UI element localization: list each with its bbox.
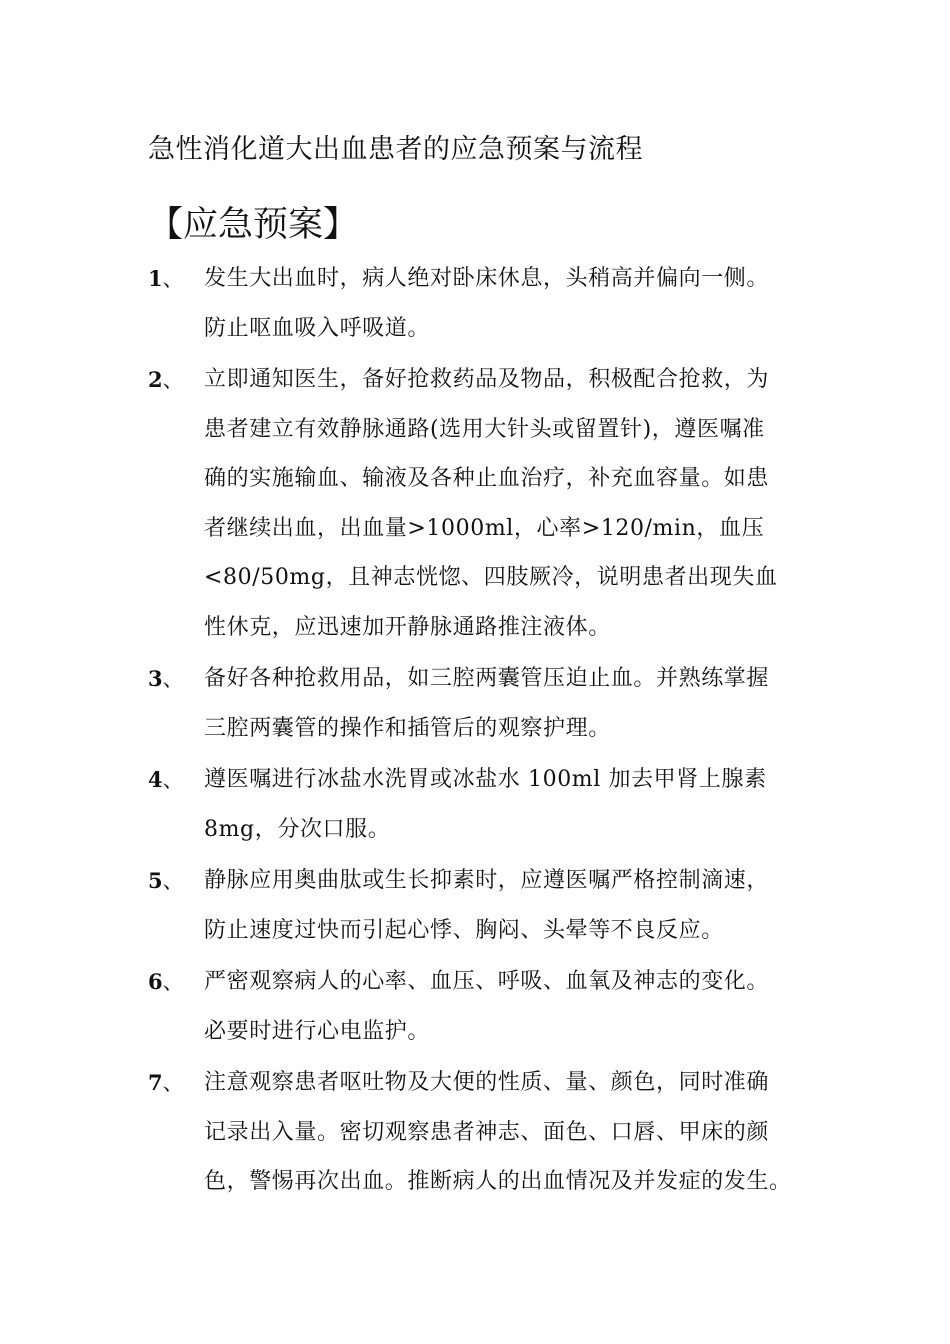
item-text-line: 遵医嘱进行冰盐水洗胃或冰盐水 100ml 加去甲肾上腺素 <box>204 767 767 792</box>
item-number-value: 1 <box>148 266 163 291</box>
item-text-line: 8mg，分次口服。 <box>204 816 391 842</box>
item-text-line: 三腔两囊管的操作和插管后的观察护理。 <box>204 715 611 741</box>
item-number <box>148 654 204 753</box>
item-number-separator: 、 <box>162 970 184 994</box>
item-text-line: 必要时进行心电监护。 <box>204 1018 431 1044</box>
item-text-line: 者继续出血，出血量>1000ml，心率>120/min，血压 <box>204 515 765 541</box>
item-text-line: 静脉应用奥曲肽或生长抑素时，应遵医嘱严格控制滴速， <box>204 868 770 893</box>
list-item <box>148 355 838 652</box>
item-number <box>148 1058 204 1207</box>
item-number <box>148 254 204 353</box>
item-number-value: 5 <box>148 868 163 893</box>
item-number-separator: 、 <box>162 368 184 392</box>
item-number-value: 2 <box>148 367 163 392</box>
item-number-separator: 、 <box>162 267 184 291</box>
item-text <box>204 654 838 753</box>
list-item <box>148 1058 838 1207</box>
item-number-value: 7 <box>148 1070 163 1095</box>
item-number-separator: 、 <box>162 768 184 792</box>
item-number <box>148 755 204 854</box>
item-text <box>204 1058 838 1207</box>
item-text-line: 严密观察病人的心率、血压、呼吸、血氧及神志的变化。 <box>204 969 770 994</box>
item-text-line: 立即通知医生，备好抢救药品及物品，积极配合抢救，为 <box>204 367 770 392</box>
item-text <box>204 957 838 1056</box>
item-text-line: 防止呕血吸入呼吸道。 <box>204 315 431 341</box>
item-number-value: 4 <box>148 767 163 792</box>
item-text-line: 发生大出血时，病人绝对卧床休息，头稍高并偏向一侧。 <box>204 266 770 291</box>
item-text <box>204 856 838 955</box>
item-number-value: 6 <box>148 969 163 994</box>
item-number-separator: 、 <box>162 869 184 893</box>
item-number <box>148 856 204 955</box>
item-number <box>148 957 204 1056</box>
item-text-line: 备好各种抢救用品，如三腔两囊管压迫止血。并熟练掌握 <box>204 666 770 691</box>
item-text-line: 记录出入量。密切观察患者神志、面色、口唇、甲床的颜 <box>204 1119 770 1145</box>
item-text <box>204 254 838 353</box>
item-text-line: 注意观察患者呕吐物及大便的性质、量、颜色，同时准确 <box>204 1070 770 1095</box>
list-item <box>148 755 838 854</box>
item-number-value: 3 <box>148 666 163 691</box>
list-item <box>148 856 838 955</box>
item-text-line: 防止速度过快而引起心悸、胸闷、头晕等不良反应。 <box>204 917 724 943</box>
item-number-separator: 、 <box>162 1071 184 1095</box>
item-text-line: <80/50mg，且神志恍惚、四肢厥冷，说明患者出现失血 <box>204 565 778 590</box>
document-title: 急性消化道大出血患者的应急预案与流程 <box>148 134 643 165</box>
list-item <box>148 254 838 353</box>
item-text-line: 患者建立有效静脉通路(选用大针头或留置针)，遵医嘱准 <box>204 416 765 442</box>
item-text-line: 色，警惕再次出血。推断病人的出血情况及并发症的发生。 <box>204 1169 792 1194</box>
item-text-line: 确的实施输血、输液及各种止血治疗，补充血容量。如患 <box>204 466 770 491</box>
list-item <box>148 654 838 753</box>
item-number-separator: 、 <box>162 667 184 691</box>
item-text <box>204 755 838 854</box>
item-text <box>204 355 838 652</box>
list-item <box>148 957 838 1056</box>
procedure-list <box>148 254 838 1209</box>
item-text-line: 性休克，应迅速加开静脉通路推注液体。 <box>204 614 611 640</box>
section-heading: 【应急预案】 <box>148 205 359 245</box>
item-number <box>148 355 204 652</box>
